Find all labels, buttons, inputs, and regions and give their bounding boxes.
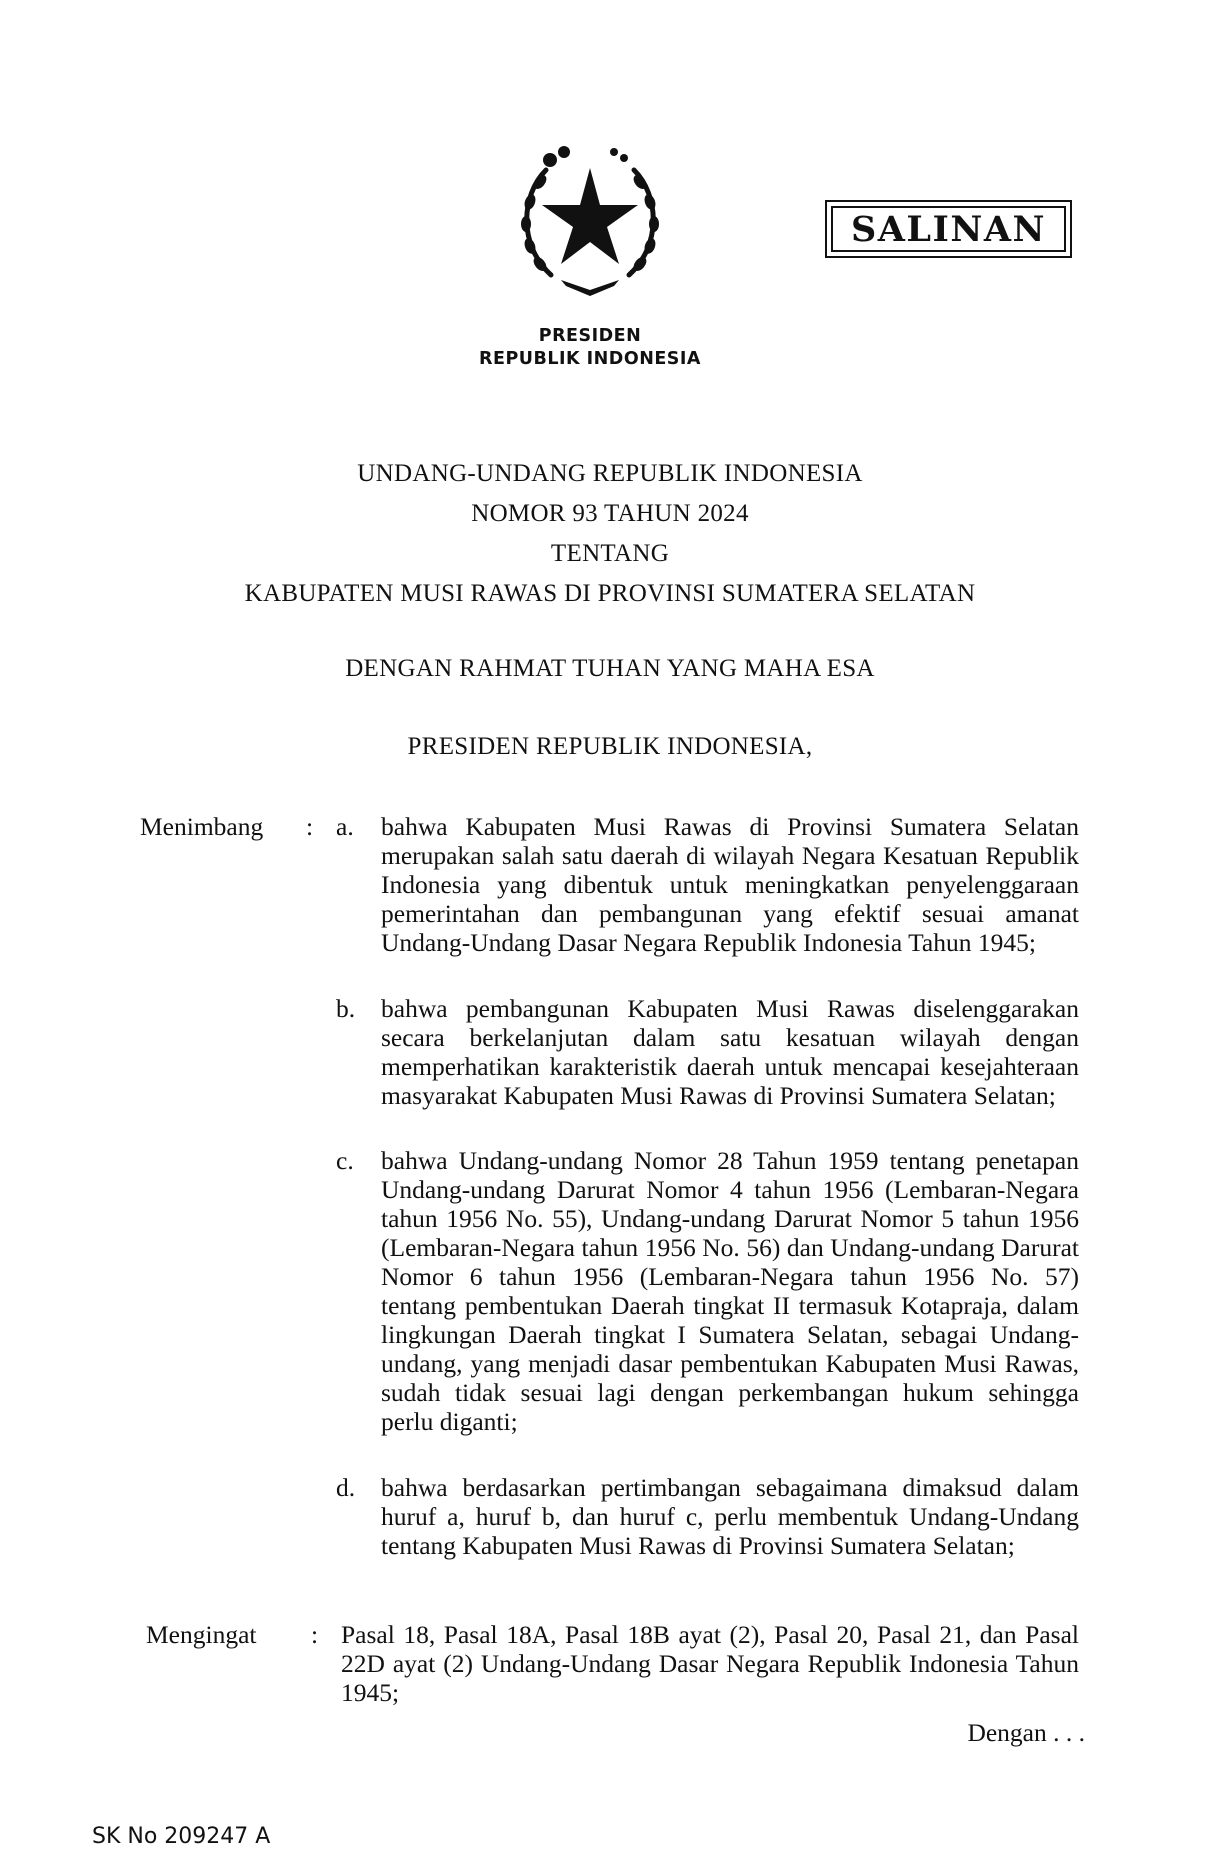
invocation: DENGAN RAHMAT TUHAN YANG MAHA ESA xyxy=(345,655,875,682)
menimbang-letter-c: c. xyxy=(336,1146,354,1175)
mengingat-text: Pasal 18, Pasal 18A, Pasal 18B ayat (2), Pasal 20, Pasal 21, dan Pasal 22D ayat (2) Undang-Undang Dasar Negara Republik Indonesia Tahun 1945; xyxy=(341,1620,1079,1707)
salinan-stamp xyxy=(825,200,1072,258)
menimbang-item-a: bahwa Kabupaten Musi Rawas di Provinsi Sumatera Selatan merupakan salah satu daerah di wilayah Negara Kesatuan Republik Indonesia yang dibentuk untuk meningkatkan penyelenggaraan pemerintahan dan pembangunan yang efektif sesuai amanat Undang-Undang Dasar Negara Republik Indonesia Tahun 1945; xyxy=(381,812,1079,957)
menimbang-colon: : xyxy=(306,812,314,841)
menimbang-letter-a: a. xyxy=(336,812,354,841)
president-heading: PRESIDEN REPUBLIK INDONESIA, xyxy=(407,733,813,760)
law-tentang: TENTANG xyxy=(550,540,670,567)
menimbang-item-c: bahwa Undang-undang Nomor 28 Tahun 1959 tentang penetapan Undang-undang Darurat Nomor 4 tahun 1956 (Lembaran-Negara tahun 1956 No. 55), Undang-undang Darurat Nomor 5 tahun 1956 (Lembaran-Negara tahun 1956 No. 56) dan Undang-undang Darurat Nomor 6 tahun 1956 (Lembaran-Negara tahun 1956 No. 57) tentang pembentukan Daerah tingkat II termasuk Kotapraja, dalam lingkungan Daerah tingkat I Sumatera Selatan, sebagai Undang-undang, yang menjadi dasar pembentukan Kabupaten Musi Rawas, sudah tidak sesuai lagi dengan perkembangan hukum sehingga perlu diganti; xyxy=(381,1146,1079,1436)
law-subject: KABUPATEN MUSI RAWAS DI PROVINSI SUMATERA SELATAN xyxy=(244,580,976,607)
presidential-emblem-icon xyxy=(506,130,674,302)
law-title: UNDANG-UNDANG REPUBLIK INDONESIA xyxy=(357,460,863,487)
emblem-caption-presiden: PRESIDEN xyxy=(538,326,642,346)
menimbang-item-d: bahwa berdasarkan pertimbangan sebagaimana dimaksud dalam huruf a, huruf b, dan huruf c, perlu membentuk Undang-Undang tentang Kabupaten Musi Rawas di Provinsi Sumatera Selatan; xyxy=(381,1473,1079,1560)
continuation-marker: Dengan . . . xyxy=(967,1718,1085,1747)
menimbang-label: Menimbang xyxy=(140,812,264,841)
menimbang-letter-b: b. xyxy=(336,994,356,1023)
emblem-caption-republik: REPUBLIK INDONESIA xyxy=(479,349,701,369)
mengingat-label: Mengingat xyxy=(146,1620,257,1649)
mengingat-colon: : xyxy=(311,1620,319,1649)
menimbang-item-b: bahwa pembangunan Kabupaten Musi Rawas diselenggarakan secara berkelanjutan dalam satu kesatuan wilayah dengan memperhatikan karakteristik daerah untuk mencapai kesejahteraan masyarakat Kabupaten Musi Rawas di Provinsi Sumatera Selatan; xyxy=(381,994,1079,1110)
menimbang-letter-d: d. xyxy=(336,1473,356,1502)
salinan-stamp-text: SALINAN xyxy=(831,206,1066,252)
sk-number: SK No 209247 A xyxy=(92,1824,271,1849)
law-number: NOMOR 93 TAHUN 2024 xyxy=(471,500,749,527)
